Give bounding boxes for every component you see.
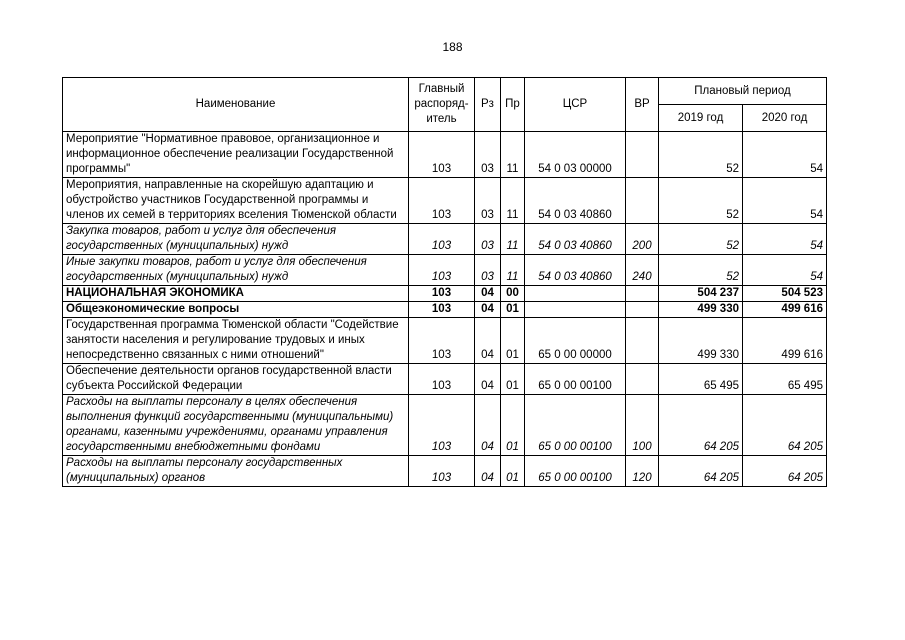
row-pr: 11 <box>501 224 525 255</box>
row-pr: 11 <box>501 178 525 224</box>
row-vr <box>626 318 659 364</box>
row-amount-2019: 52 <box>659 224 743 255</box>
row-amount-2019: 499 330 <box>659 302 743 318</box>
row-rz: 04 <box>475 456 501 487</box>
row-vr: 100 <box>626 395 659 456</box>
table-row <box>63 364 827 395</box>
row-vr: 200 <box>626 224 659 255</box>
table-body <box>63 132 827 487</box>
budget-table <box>62 77 827 487</box>
row-main-manager: 103 <box>409 302 475 318</box>
row-name: Расходы на выплаты персоналу государственных (муниципальных) органов <box>63 456 409 487</box>
row-main-manager: 103 <box>409 456 475 487</box>
table-row <box>63 132 827 178</box>
row-rz: 04 <box>475 318 501 364</box>
row-name: Иные закупки товаров, работ и услуг для обеспечения государственных (муниципальных) нужд <box>63 255 409 286</box>
row-main-manager: 103 <box>409 364 475 395</box>
row-amount-2019: 52 <box>659 255 743 286</box>
row-amount-2020: 499 616 <box>743 302 827 318</box>
row-amount-2019: 52 <box>659 178 743 224</box>
row-amount-2020: 54 <box>743 178 827 224</box>
header-main-manager-line3: итель <box>426 113 457 125</box>
row-rz: 04 <box>475 364 501 395</box>
row-pr: 11 <box>501 132 525 178</box>
row-amount-2020: 499 616 <box>743 318 827 364</box>
row-vr <box>626 364 659 395</box>
row-pr: 01 <box>501 395 525 456</box>
page-number: 188 <box>442 40 463 54</box>
row-rz: 04 <box>475 395 501 456</box>
header-main-manager-line1: Главный <box>418 83 465 95</box>
row-main-manager: 103 <box>409 224 475 255</box>
table-row <box>63 224 827 255</box>
row-amount-2019: 64 205 <box>659 456 743 487</box>
table-row <box>63 302 827 318</box>
header-csr: ЦСР <box>525 78 626 132</box>
row-rz: 03 <box>475 255 501 286</box>
row-pr: 01 <box>501 302 525 318</box>
row-name: Мероприятие "Нормативное правовое, организационное и информационное обеспечение реализации Государственной программы" <box>63 132 409 178</box>
row-amount-2019: 499 330 <box>659 318 743 364</box>
row-name: Мероприятия, направленные на скорейшую адаптацию и обустройство участников Государственной программы и членов их семей в территориях вселения Тюменской области <box>63 178 409 224</box>
header-rz: Рз <box>475 78 501 132</box>
row-main-manager: 103 <box>409 395 475 456</box>
row-pr: 01 <box>501 318 525 364</box>
row-vr <box>626 178 659 224</box>
table-row <box>63 178 827 224</box>
header-name: Наименование <box>63 78 409 132</box>
row-main-manager: 103 <box>409 132 475 178</box>
row-name: Расходы на выплаты персоналу в целях обеспечения выполнения функций государственными (муниципальными) органами, казенными учреждениями, органами управления государственными внебюджетными фондами <box>63 395 409 456</box>
table-row <box>63 456 827 487</box>
row-vr <box>626 286 659 302</box>
row-csr: 54 0 03 40860 <box>525 178 626 224</box>
row-csr: 65 0 00 00100 <box>525 395 626 456</box>
row-amount-2019: 504 237 <box>659 286 743 302</box>
row-rz: 04 <box>475 302 501 318</box>
table-row <box>63 286 827 302</box>
row-vr: 120 <box>626 456 659 487</box>
row-name: Общеэкономические вопросы <box>63 302 409 318</box>
header-vr: ВР <box>626 78 659 132</box>
row-amount-2020: 504 523 <box>743 286 827 302</box>
row-name: Обеспечение деятельности органов государственной власти субъекта Российской Федерации <box>63 364 409 395</box>
row-csr <box>525 302 626 318</box>
row-csr: 65 0 00 00100 <box>525 456 626 487</box>
row-vr <box>626 132 659 178</box>
row-amount-2020: 65 495 <box>743 364 827 395</box>
header-main-manager <box>409 78 475 132</box>
row-csr <box>525 286 626 302</box>
row-rz: 03 <box>475 132 501 178</box>
row-rz: 04 <box>475 286 501 302</box>
row-pr: 01 <box>501 456 525 487</box>
row-pr: 00 <box>501 286 525 302</box>
row-main-manager: 103 <box>409 178 475 224</box>
row-amount-2019: 65 495 <box>659 364 743 395</box>
row-csr: 65 0 00 00100 <box>525 364 626 395</box>
row-main-manager: 103 <box>409 255 475 286</box>
row-vr <box>626 302 659 318</box>
row-amount-2020: 64 205 <box>743 395 827 456</box>
row-name: Государственная программа Тюменской области "Содействие занятости населения и регулирование трудовых и иных непосредственно связанных с ними отношений" <box>63 318 409 364</box>
row-amount-2020: 64 205 <box>743 456 827 487</box>
header-main-manager-line2: распоряд- <box>414 98 469 110</box>
row-pr: 11 <box>501 255 525 286</box>
row-csr: 54 0 03 00000 <box>525 132 626 178</box>
row-vr: 240 <box>626 255 659 286</box>
row-amount-2020: 54 <box>743 132 827 178</box>
table-row <box>63 395 827 456</box>
row-pr: 01 <box>501 364 525 395</box>
row-name: НАЦИОНАЛЬНАЯ ЭКОНОМИКА <box>63 286 409 302</box>
row-amount-2019: 64 205 <box>659 395 743 456</box>
header-pr: Пр <box>501 78 525 132</box>
row-csr: 54 0 03 40860 <box>525 255 626 286</box>
header-year-2020: 2020 год <box>743 105 827 132</box>
row-amount-2020: 54 <box>743 224 827 255</box>
row-rz: 03 <box>475 178 501 224</box>
row-rz: 03 <box>475 224 501 255</box>
row-amount-2020: 54 <box>743 255 827 286</box>
header-year-2019: 2019 год <box>659 105 743 132</box>
table-row <box>63 318 827 364</box>
row-name: Закупка товаров, работ и услуг для обеспечения государственных (муниципальных) нужд <box>63 224 409 255</box>
row-main-manager: 103 <box>409 318 475 364</box>
row-csr: 54 0 03 40860 <box>525 224 626 255</box>
row-csr: 65 0 00 00000 <box>525 318 626 364</box>
header-planned-period: Плановый период <box>659 78 827 105</box>
table-row <box>63 255 827 286</box>
row-main-manager: 103 <box>409 286 475 302</box>
row-amount-2019: 52 <box>659 132 743 178</box>
